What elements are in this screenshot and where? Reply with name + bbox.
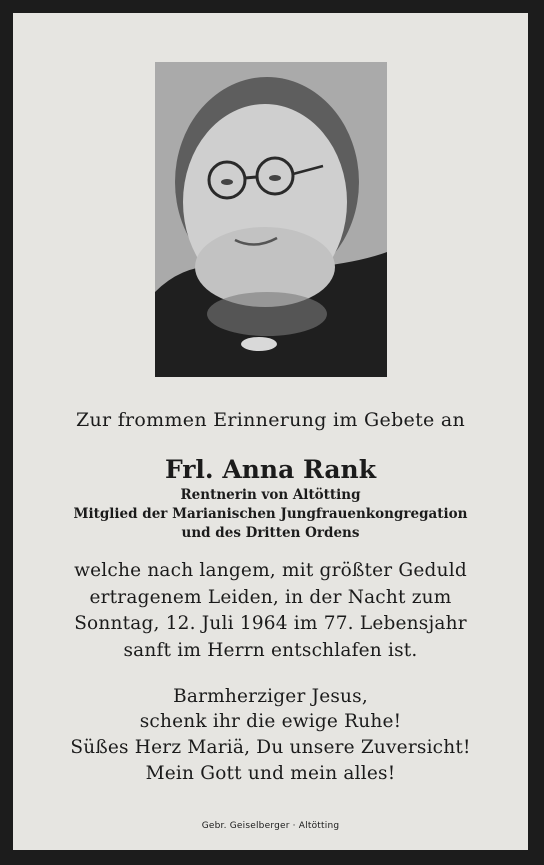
intro-line: Zur frommen Erinnerung im Gebete an xyxy=(75,409,466,431)
body-line: sanft im Herrn entschlafen ist. xyxy=(123,640,418,661)
prayer-line: Süßes Herz Mariä, Du unsere Zuversicht! xyxy=(70,737,471,758)
body-line: Sonntag, 12. Juli 1964 im 77. Lebensjahr xyxy=(74,613,467,634)
memorial-card xyxy=(13,13,528,850)
subtitle-line: und des Dritten Ordens xyxy=(181,525,360,541)
portrait-photo xyxy=(155,62,387,377)
printer-imprint: Gebr. Geiselberger · Altötting xyxy=(201,821,340,831)
subtitle-line: Rentnerin von Altötting xyxy=(180,487,361,503)
body-line: ertragenem Leiden, in der Nacht zum xyxy=(89,587,452,608)
body-line: welche nach langem, mit größter Geduld xyxy=(74,560,467,581)
deceased-name: Frl. Anna Rank xyxy=(164,455,377,484)
prayer-line: Mein Gott und mein alles! xyxy=(145,763,396,784)
prayer-line: Barmherziger Jesus, xyxy=(173,686,368,707)
prayer-line: schenk ihr die ewige Ruhe! xyxy=(139,711,402,732)
subtitle-line: Mitglied der Marianischen Jungfrauenkongregation xyxy=(73,506,468,522)
